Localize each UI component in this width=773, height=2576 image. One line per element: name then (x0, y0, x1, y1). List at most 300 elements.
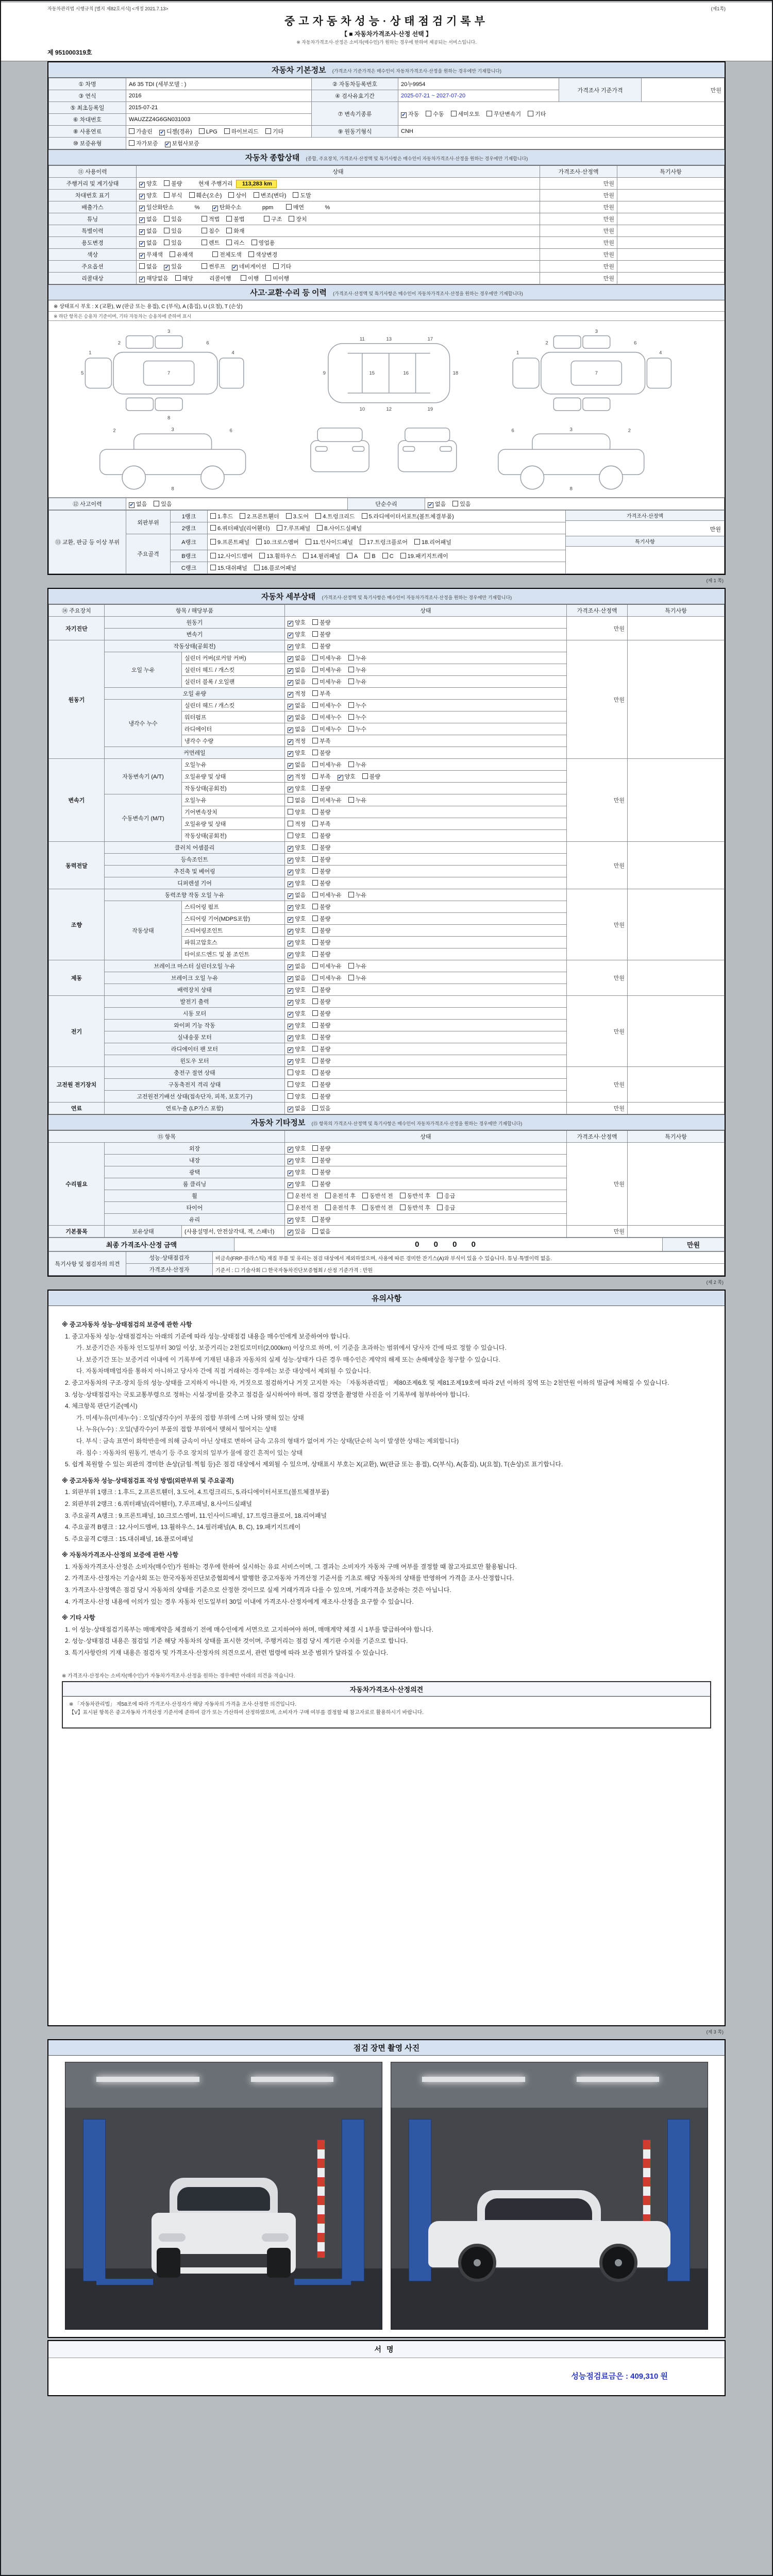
checkbox[interactable]: ✔ (288, 1171, 293, 1176)
checkbox-option[interactable] (288, 1045, 306, 1053)
checkbox[interactable]: ✔ (288, 763, 293, 769)
checkbox-option[interactable] (265, 127, 283, 135)
checkbox[interactable] (312, 761, 318, 767)
checkbox-option[interactable] (288, 618, 306, 626)
checkbox[interactable] (224, 128, 230, 134)
checkbox[interactable] (312, 963, 318, 969)
checkbox[interactable] (312, 690, 318, 696)
checkbox[interactable] (139, 263, 145, 269)
checkbox-option[interactable] (139, 274, 169, 282)
checkbox[interactable] (288, 809, 293, 815)
checkbox[interactable]: ✔ (288, 976, 293, 982)
checkbox[interactable]: ✔ (288, 716, 293, 721)
checkbox-option[interactable] (312, 618, 330, 626)
checkbox[interactable]: ✔ (288, 1024, 293, 1029)
checkbox[interactable] (364, 553, 370, 558)
checkbox[interactable] (312, 1228, 318, 1234)
checkbox[interactable]: ✔ (288, 1230, 293, 1235)
checkbox-option[interactable] (288, 974, 306, 982)
checkbox-option[interactable] (164, 191, 182, 199)
checkbox-option[interactable] (312, 630, 330, 638)
checkbox-option[interactable] (347, 553, 358, 560)
checkbox[interactable] (312, 927, 318, 933)
checkbox[interactable] (241, 275, 246, 281)
checkbox-option[interactable] (277, 524, 311, 532)
checkbox[interactable] (486, 111, 492, 116)
checkbox-option[interactable] (312, 1168, 330, 1176)
checkbox[interactable]: ✔ (140, 206, 144, 211)
checkbox-option[interactable] (312, 1033, 330, 1041)
checkbox-option[interactable] (325, 1204, 356, 1212)
checkbox[interactable] (228, 192, 234, 198)
checkbox-option[interactable] (254, 564, 296, 572)
checkbox-option[interactable] (325, 1192, 356, 1200)
checkbox-option[interactable] (265, 274, 289, 282)
checkbox[interactable] (382, 553, 388, 558)
checkbox[interactable] (312, 1046, 318, 1052)
checkbox[interactable] (312, 833, 318, 838)
checkbox-option[interactable] (288, 737, 306, 745)
checkbox-option[interactable] (288, 796, 306, 804)
checkbox-option[interactable] (288, 772, 306, 781)
checkbox[interactable]: ✔ (288, 1036, 293, 1041)
checkbox[interactable] (362, 1193, 368, 1198)
checkbox-option[interactable] (452, 500, 470, 508)
checkbox-option[interactable] (312, 914, 330, 923)
checkbox[interactable] (348, 702, 354, 708)
checkbox[interactable] (312, 1216, 318, 1222)
checkbox[interactable] (347, 553, 352, 558)
checkbox-option[interactable] (286, 203, 304, 211)
checkbox[interactable] (212, 251, 218, 257)
checkbox[interactable]: ✔ (288, 1047, 293, 1053)
checkbox[interactable] (264, 216, 270, 222)
checkbox[interactable] (312, 1145, 318, 1151)
checkbox[interactable]: ✔ (288, 739, 293, 745)
checkbox-option[interactable] (312, 1104, 330, 1112)
checkbox-option[interactable] (139, 215, 157, 223)
checkbox-option[interactable] (210, 524, 270, 532)
checkbox[interactable]: ✔ (288, 787, 293, 792)
checkbox-option[interactable] (288, 654, 306, 662)
checkbox[interactable] (201, 263, 207, 269)
checkbox-option[interactable] (312, 891, 342, 899)
checkbox-option[interactable] (312, 1227, 330, 1235)
checkbox-option[interactable] (210, 552, 253, 560)
checkbox[interactable] (312, 1058, 318, 1063)
checkbox-option[interactable] (164, 227, 182, 235)
checkbox-option[interactable] (288, 820, 306, 828)
checkbox-option[interactable] (437, 1204, 455, 1212)
checkbox-option[interactable] (426, 110, 444, 118)
checkbox-option[interactable] (317, 524, 362, 532)
checkbox-option[interactable] (312, 867, 330, 875)
checkbox[interactable] (170, 251, 175, 257)
checkbox-option[interactable] (312, 879, 330, 887)
checkbox-option[interactable] (348, 677, 366, 686)
checkbox[interactable]: ✔ (140, 253, 144, 259)
checkbox-option[interactable] (164, 215, 182, 223)
checkbox[interactable]: ✔ (232, 265, 237, 270)
checkbox-option[interactable] (348, 891, 366, 899)
checkbox-option[interactable] (288, 749, 306, 757)
checkbox[interactable] (164, 192, 170, 198)
checkbox[interactable] (312, 904, 318, 909)
checkbox-option[interactable] (288, 760, 306, 769)
checkbox[interactable]: ✔ (288, 668, 293, 674)
checkbox[interactable] (348, 975, 354, 980)
checkbox[interactable] (348, 655, 354, 660)
checkbox[interactable] (251, 240, 257, 245)
checkbox-option[interactable] (288, 1033, 306, 1041)
checkbox-option[interactable] (400, 1204, 431, 1212)
checkbox[interactable] (277, 525, 282, 531)
checkbox[interactable]: ✔ (288, 1012, 293, 1018)
checkbox-option[interactable] (312, 1215, 330, 1224)
checkbox[interactable]: ✔ (140, 217, 144, 223)
checkbox[interactable] (348, 761, 354, 767)
checkbox-option[interactable] (288, 784, 306, 792)
checkbox-option[interactable] (293, 191, 311, 199)
checkbox[interactable]: ✔ (288, 656, 293, 662)
checkbox-option[interactable] (288, 950, 306, 958)
checkbox-option[interactable] (212, 250, 242, 259)
checkbox[interactable] (400, 1193, 406, 1198)
checkbox[interactable]: ✔ (140, 229, 144, 235)
checkbox[interactable] (199, 128, 205, 134)
checkbox[interactable] (312, 868, 318, 874)
checkbox[interactable] (259, 553, 265, 558)
checkbox-option[interactable] (528, 110, 546, 118)
checkbox[interactable] (154, 501, 159, 506)
checkbox-option[interactable] (288, 1009, 306, 1018)
checkbox-option[interactable] (362, 512, 454, 520)
checkbox-option[interactable] (303, 552, 340, 560)
checkbox[interactable] (348, 679, 354, 684)
checkbox-option[interactable] (288, 1156, 306, 1164)
checkbox[interactable] (288, 821, 293, 826)
checkbox[interactable] (254, 192, 259, 198)
checkbox-option[interactable] (251, 239, 275, 247)
checkbox-option[interactable] (364, 553, 375, 560)
checkbox[interactable]: ✔ (288, 917, 293, 923)
checkbox-option[interactable] (241, 274, 259, 282)
checkbox-option[interactable] (312, 1021, 330, 1029)
checkbox-option[interactable] (451, 110, 480, 118)
checkbox[interactable] (348, 892, 354, 897)
checkbox[interactable] (315, 513, 321, 519)
checkbox-option[interactable] (212, 203, 242, 211)
checkbox[interactable]: ✔ (140, 182, 144, 188)
checkbox-option[interactable] (382, 553, 394, 560)
checkbox[interactable] (437, 1193, 443, 1198)
checkbox[interactable] (400, 1205, 406, 1210)
checkbox[interactable] (451, 111, 457, 116)
checkbox[interactable] (312, 1169, 318, 1175)
checkbox-option[interactable] (226, 215, 244, 223)
checkbox-option[interactable] (312, 713, 342, 721)
checkbox[interactable] (210, 565, 216, 570)
checkbox-option[interactable] (288, 903, 306, 911)
checkbox-option[interactable] (224, 127, 259, 135)
checkbox[interactable] (256, 539, 262, 545)
checkbox[interactable] (312, 856, 318, 862)
checkbox-option[interactable] (288, 962, 306, 970)
checkbox-option[interactable] (288, 1168, 306, 1176)
checkbox-option[interactable] (312, 654, 342, 662)
checkbox[interactable] (288, 797, 293, 803)
checkbox[interactable]: ✔ (213, 206, 217, 211)
checkbox-option[interactable] (164, 262, 182, 270)
checkbox[interactable]: ✔ (288, 882, 293, 887)
checkbox-option[interactable] (165, 139, 199, 147)
checkbox[interactable] (348, 726, 354, 732)
checkbox[interactable] (189, 192, 195, 198)
checkbox[interactable] (210, 539, 216, 545)
checkbox-option[interactable] (312, 903, 330, 911)
checkbox[interactable] (303, 553, 309, 558)
checkbox-option[interactable] (312, 725, 342, 733)
checkbox[interactable] (288, 1081, 293, 1087)
checkbox-option[interactable] (175, 274, 193, 282)
checkbox[interactable] (129, 128, 135, 134)
checkbox[interactable]: ✔ (288, 905, 293, 911)
checkbox-option[interactable] (312, 1080, 330, 1089)
checkbox[interactable]: ✔ (140, 194, 144, 199)
checkbox[interactable] (286, 204, 292, 210)
checkbox-option[interactable] (348, 974, 366, 982)
checkbox-option[interactable] (248, 250, 278, 259)
checkbox[interactable]: ✔ (288, 1159, 293, 1164)
checkbox[interactable]: ✔ (288, 1218, 293, 1224)
checkbox-option[interactable] (264, 215, 282, 223)
checkbox[interactable] (210, 553, 216, 558)
checkbox[interactable] (317, 525, 323, 531)
checkbox-option[interactable] (312, 642, 330, 650)
checkbox[interactable] (437, 1205, 443, 1210)
checkbox-option[interactable] (288, 630, 306, 638)
checkbox[interactable]: ✔ (288, 1059, 293, 1065)
checkbox[interactable] (254, 565, 260, 570)
checkbox-option[interactable] (259, 552, 296, 560)
checkbox-option[interactable] (312, 760, 342, 769)
checkbox[interactable] (312, 726, 318, 732)
checkbox-option[interactable] (312, 749, 330, 757)
checkbox[interactable] (201, 216, 207, 222)
checkbox-option[interactable] (159, 127, 192, 135)
checkbox-option[interactable] (288, 1192, 318, 1200)
checkbox-option[interactable] (362, 772, 380, 781)
checkbox[interactable] (312, 619, 318, 625)
checkbox-option[interactable] (139, 239, 157, 247)
checkbox-option[interactable] (201, 215, 220, 223)
checkbox[interactable] (312, 892, 318, 897)
checkbox-option[interactable] (312, 962, 342, 970)
checkbox-option[interactable] (288, 1069, 306, 1077)
checkbox[interactable] (312, 797, 318, 803)
checkbox[interactable] (312, 750, 318, 755)
checkbox[interactable] (164, 216, 170, 222)
checkbox-option[interactable] (288, 666, 306, 674)
checkbox-option[interactable] (139, 227, 157, 235)
checkbox-option[interactable] (288, 701, 306, 709)
checkbox-option[interactable] (199, 128, 217, 135)
checkbox[interactable] (348, 714, 354, 720)
checkbox-option[interactable] (414, 538, 451, 546)
checkbox[interactable] (175, 275, 181, 281)
checkbox[interactable]: ✔ (288, 621, 293, 626)
checkbox-option[interactable] (362, 1192, 393, 1200)
checkbox[interactable] (360, 539, 365, 545)
checkbox-option[interactable] (312, 1156, 330, 1164)
checkbox[interactable] (312, 1034, 318, 1040)
checkbox[interactable] (312, 987, 318, 992)
checkbox-option[interactable] (348, 796, 366, 804)
checkbox-option[interactable] (312, 796, 342, 804)
checkbox[interactable] (312, 1022, 318, 1028)
checkbox[interactable]: ✔ (288, 941, 293, 946)
checkbox-option[interactable] (288, 1215, 306, 1224)
checkbox-option[interactable] (286, 512, 309, 520)
checkbox[interactable] (226, 228, 232, 233)
checkbox-option[interactable] (312, 1009, 330, 1018)
checkbox-option[interactable] (139, 250, 163, 259)
checkbox-option[interactable] (288, 914, 306, 923)
checkbox-option[interactable] (486, 110, 521, 118)
checkbox[interactable] (306, 539, 311, 545)
checkbox[interactable] (325, 1193, 331, 1198)
checkbox-option[interactable] (254, 191, 287, 199)
checkbox[interactable] (312, 809, 318, 815)
checkbox-option[interactable] (312, 820, 330, 828)
checkbox[interactable]: ✔ (288, 751, 293, 757)
checkbox-option[interactable] (201, 227, 220, 235)
checkbox-option[interactable] (288, 832, 306, 840)
checkbox-option[interactable] (154, 500, 172, 508)
checkbox[interactable] (362, 773, 368, 779)
checkbox-option[interactable] (288, 1092, 306, 1100)
checkbox-option[interactable] (256, 538, 298, 546)
checkbox[interactable] (129, 140, 135, 146)
checkbox-option[interactable] (288, 855, 306, 863)
checkbox[interactable] (312, 916, 318, 921)
checkbox-option[interactable] (139, 203, 174, 211)
checkbox[interactable] (312, 821, 318, 826)
checkbox[interactable]: ✔ (288, 775, 293, 781)
checkbox-option[interactable] (288, 1080, 306, 1089)
checkbox-option[interactable] (240, 512, 279, 520)
checkbox[interactable] (226, 240, 232, 245)
checkbox[interactable]: ✔ (428, 502, 433, 508)
checkbox[interactable] (288, 1070, 293, 1075)
checkbox-option[interactable] (312, 689, 330, 698)
checkbox[interactable] (312, 643, 318, 649)
checkbox[interactable]: ✔ (288, 1182, 293, 1188)
checkbox[interactable] (312, 998, 318, 1004)
checkbox-option[interactable] (129, 500, 147, 508)
checkbox-option[interactable] (348, 701, 366, 709)
checkbox[interactable] (210, 513, 216, 519)
checkbox[interactable] (312, 1010, 318, 1016)
checkbox-option[interactable] (312, 666, 342, 674)
checkbox-option[interactable] (189, 191, 222, 199)
checkbox-option[interactable] (312, 986, 330, 994)
checkbox[interactable]: ✔ (129, 502, 134, 508)
checkbox-option[interactable] (164, 179, 182, 188)
checkbox[interactable] (289, 216, 294, 222)
checkbox-option[interactable] (201, 239, 220, 247)
checkbox-option[interactable] (288, 879, 306, 887)
checkbox[interactable]: ✔ (160, 130, 164, 135)
checkbox-option[interactable] (348, 654, 366, 662)
checkbox-option[interactable] (312, 1069, 330, 1077)
checkbox[interactable] (312, 1157, 318, 1163)
checkbox[interactable]: ✔ (288, 1000, 293, 1006)
checkbox-option[interactable] (312, 938, 330, 946)
checkbox[interactable]: ✔ (288, 953, 293, 958)
checkbox[interactable] (312, 702, 318, 708)
checkbox[interactable] (210, 525, 216, 531)
checkbox[interactable] (288, 1193, 293, 1198)
checkbox[interactable] (426, 111, 431, 116)
checkbox[interactable] (312, 880, 318, 886)
checkbox[interactable]: ✔ (288, 870, 293, 875)
checkbox[interactable]: ✔ (288, 858, 293, 863)
checkbox-option[interactable] (312, 1144, 330, 1153)
checkbox[interactable] (240, 513, 245, 519)
checkbox[interactable]: ✔ (164, 265, 169, 270)
checkbox-option[interactable] (288, 1021, 306, 1029)
checkbox[interactable] (325, 1205, 331, 1210)
checkbox-option[interactable] (210, 564, 247, 572)
checkbox[interactable]: ✔ (288, 964, 293, 970)
checkbox-option[interactable] (288, 997, 306, 1006)
checkbox[interactable]: ✔ (288, 727, 293, 733)
checkbox-option[interactable] (210, 512, 233, 520)
checkbox[interactable] (348, 797, 354, 803)
checkbox[interactable]: ✔ (288, 704, 293, 709)
checkbox[interactable] (273, 263, 279, 269)
checkbox-option[interactable] (312, 1092, 330, 1100)
checkbox[interactable] (312, 1081, 318, 1087)
checkbox[interactable] (164, 240, 170, 245)
checkbox[interactable] (362, 513, 367, 519)
checkbox-option[interactable] (312, 1045, 330, 1053)
checkbox-option[interactable] (428, 500, 446, 508)
checkbox-option[interactable] (312, 843, 330, 852)
checkbox-option[interactable] (312, 997, 330, 1006)
checkbox[interactable] (528, 111, 533, 116)
checkbox-option[interactable] (348, 725, 366, 733)
checkbox[interactable] (312, 951, 318, 957)
checkbox[interactable]: ✔ (140, 241, 144, 247)
checkbox-option[interactable] (312, 1057, 330, 1065)
checkbox-option[interactable] (400, 1192, 431, 1200)
checkbox-option[interactable] (170, 250, 193, 259)
checkbox[interactable] (286, 513, 292, 519)
checkbox[interactable] (312, 1093, 318, 1099)
checkbox[interactable] (248, 251, 254, 257)
checkbox-option[interactable] (288, 1204, 318, 1212)
checkbox-option[interactable] (288, 1180, 306, 1188)
checkbox[interactable] (312, 667, 318, 672)
checkbox-option[interactable] (289, 215, 307, 223)
checkbox-option[interactable] (338, 772, 356, 781)
checkbox[interactable] (164, 228, 170, 233)
checkbox-option[interactable] (232, 262, 266, 270)
checkbox[interactable] (288, 1093, 293, 1099)
checkbox-option[interactable] (288, 1057, 306, 1065)
